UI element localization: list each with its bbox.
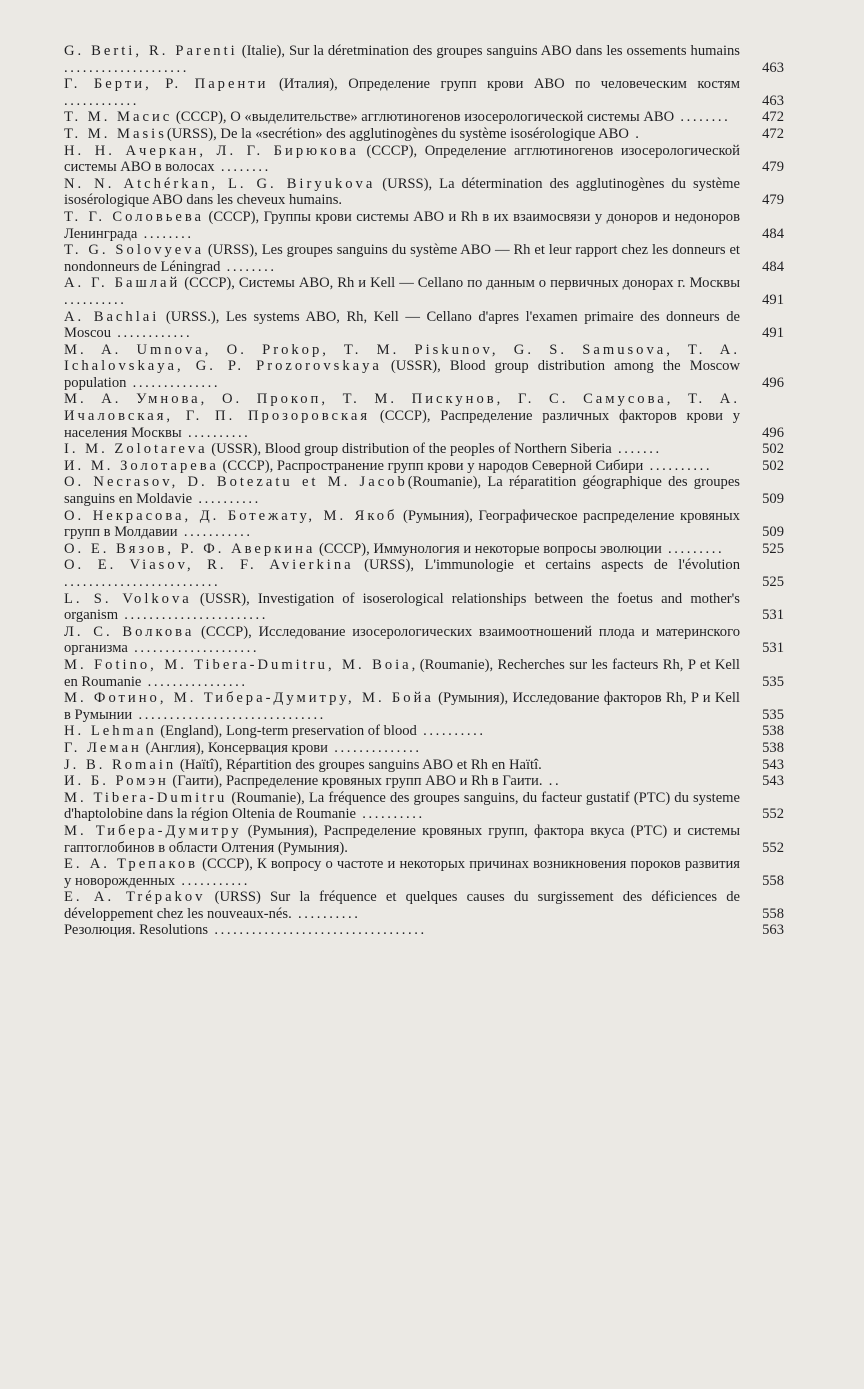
toc-entry-text bbox=[64, 591, 740, 624]
toc-author: Е. А. Трепаков bbox=[64, 856, 199, 873]
toc-entry-text bbox=[64, 889, 740, 922]
toc-entry bbox=[64, 757, 792, 774]
toc-page-number: 502 bbox=[762, 441, 784, 458]
toc-entry bbox=[64, 856, 792, 889]
dot-leader: .......... bbox=[356, 806, 425, 823]
dot-leader: ........ bbox=[137, 225, 194, 242]
toc-entry-text bbox=[64, 624, 740, 657]
toc-entry-text bbox=[64, 508, 740, 541]
toc-entry-text bbox=[64, 541, 740, 558]
toc-page-number: 543 bbox=[762, 773, 784, 790]
toc-author: Н. Н. Ачеркан, Л. Г. Бирюкова bbox=[64, 142, 359, 159]
toc-entry-text bbox=[64, 740, 740, 757]
toc-title: (URSS), Les groupes sanguins du système ABO — Rh et leur rapport chez les donneurs et nondonneurs de Léningrad bbox=[64, 242, 740, 275]
dot-leader: .......... bbox=[64, 291, 127, 308]
toc-entry-text bbox=[64, 43, 740, 76]
toc-author: I. M. Zolotareva bbox=[64, 441, 208, 458]
toc-entry bbox=[64, 309, 792, 342]
toc-title: (URSS) Sur la fréquence et quelques causes du surgissement des déficiences de développement chez les nouveaux-nés. bbox=[64, 889, 740, 922]
toc-author: О. Е. Вязов, Р. Ф. Аверкина bbox=[64, 540, 316, 557]
toc-page-number: 531 bbox=[762, 640, 784, 657]
toc-page-number: 463 bbox=[762, 59, 784, 76]
toc-page-number: 496 bbox=[762, 374, 784, 391]
dot-leader: .............. bbox=[327, 739, 422, 756]
toc-entry bbox=[64, 275, 792, 308]
toc-entry bbox=[64, 458, 792, 475]
toc-entry bbox=[64, 740, 792, 757]
toc-page-number: 484 bbox=[762, 258, 784, 275]
toc-title: (СССР), Иммунология и некоторые вопросы эволюции bbox=[315, 540, 662, 557]
toc-author: И. Б. Ромэн bbox=[64, 773, 169, 790]
toc-entry-text bbox=[64, 209, 740, 242]
toc-author: M. Tibera-Dumitru bbox=[64, 789, 228, 806]
toc-author: O. E. Viasov, R. F. Avierkina bbox=[64, 557, 354, 574]
toc-title: (Румыния), Исследование факторов Rh, P и Kell в Румынии bbox=[64, 690, 740, 723]
toc-author: T. G. Solovyeva bbox=[64, 242, 205, 259]
dot-leader: ............ bbox=[64, 92, 139, 109]
toc-entry bbox=[64, 790, 792, 823]
toc-author: Т. М. Масис bbox=[64, 109, 173, 126]
toc-entry-text bbox=[64, 391, 740, 441]
toc-entry bbox=[64, 391, 792, 441]
dot-leader: ........ bbox=[674, 109, 731, 126]
toc-title: (СССР), О «выделительстве» агглютиногенов изосерологической системы АВО bbox=[172, 109, 675, 126]
toc-entry-text bbox=[64, 143, 740, 176]
toc-entry-text bbox=[64, 458, 740, 475]
toc-page-number: 509 bbox=[762, 491, 784, 508]
dot-leader: .......... bbox=[181, 424, 251, 441]
toc-page-number: 491 bbox=[762, 325, 784, 342]
toc-title: (England), Long-term preservation of blood bbox=[156, 723, 417, 740]
dot-leader: ......... bbox=[661, 540, 725, 557]
toc-author: Г. Леман bbox=[64, 739, 142, 756]
toc-entry bbox=[64, 342, 792, 392]
toc-entry bbox=[64, 657, 792, 690]
toc-title: (СССР), Исследование изосерологических взаимоотношений плода и материнского организма bbox=[64, 623, 740, 657]
dot-leader: ........... bbox=[177, 524, 253, 541]
toc-title: (Haïtî), Répartition des groupes sanguins ABO et Rh en Haïtî. bbox=[176, 756, 542, 773]
toc-author: М. А. Умнова, О. Прокоп, Т. М. Пискунов, Г. С. Самусова, Т. А. Ичаловская, Г. П. Прозоровская bbox=[64, 391, 740, 425]
toc-page-number: 491 bbox=[762, 291, 784, 308]
toc-title: Резолюция. Resolutions bbox=[64, 922, 209, 939]
toc-entry bbox=[64, 773, 792, 790]
toc-entry-text bbox=[64, 922, 740, 939]
toc-entry-text bbox=[64, 309, 740, 342]
toc-entry bbox=[64, 441, 792, 458]
toc-entry-text bbox=[64, 126, 740, 143]
dot-leader: .................................. bbox=[208, 922, 427, 939]
toc-entry bbox=[64, 508, 792, 541]
dot-leader: ............ bbox=[111, 325, 193, 342]
toc-entry bbox=[64, 109, 792, 126]
toc-title: (URSS), L'immunologie et certains aspects de l'évolution bbox=[353, 557, 741, 574]
toc-entry bbox=[64, 889, 792, 922]
toc-author: А. Г. Башлай bbox=[64, 275, 181, 292]
toc-entry bbox=[64, 242, 792, 275]
toc-author: О. Некрасова, Д. Ботежату, М. Якоб bbox=[64, 507, 398, 524]
toc-title: (URSS), De la «secrétion» des agglutinogènes du système isosérologique ABO bbox=[166, 125, 629, 142]
dot-leader: .......... bbox=[291, 905, 361, 922]
dot-leader: .......... bbox=[192, 491, 261, 508]
toc-page-number: 538 bbox=[762, 723, 784, 740]
toc-title: (USSR), Blood group distribution among the Moscow population bbox=[64, 358, 740, 391]
dot-leader: . bbox=[628, 125, 642, 142]
toc-title: (Roumanie), La réparatition géographique des groupes sanguins en Moldavie bbox=[64, 474, 740, 508]
toc-title: (СССР), К вопросу о частоте и некоторых причинах возникновения пороков развития у новорожденных bbox=[64, 856, 740, 889]
dot-leader: ....... bbox=[611, 441, 662, 458]
toc-page-number: 484 bbox=[762, 225, 784, 242]
toc-entry-text bbox=[64, 176, 740, 209]
toc-entry bbox=[64, 557, 792, 590]
toc-entry bbox=[64, 723, 792, 740]
toc-author: Т. Г. Соловьева bbox=[64, 208, 205, 225]
toc-page-number: 525 bbox=[762, 574, 784, 590]
toc-title: (СССР), Определение агглютиногенов изосерологической системы АВО в волосах bbox=[64, 142, 740, 176]
toc-author: Г. Берти, Р. Паренти bbox=[64, 76, 269, 93]
toc-entry-text bbox=[64, 76, 740, 109]
dot-leader: .. bbox=[542, 773, 562, 790]
toc-entry bbox=[64, 126, 792, 143]
toc-title: (СССР), Распределение различных факторов крови у населения Москвы bbox=[64, 408, 740, 441]
toc-title: (Италия), Определение групп крови АВО по человеческим костям bbox=[268, 76, 740, 93]
toc-title: (Англия), Консервация крови bbox=[141, 739, 328, 756]
toc-entry-text bbox=[64, 242, 740, 275]
toc-page-number: 479 bbox=[762, 159, 784, 176]
dot-leader: .................... bbox=[64, 59, 189, 76]
toc-title: (URSS.), Les systems ABO, Rh, Kell — Cellano d'apres l'examen primaire des donneurs de Moscou bbox=[64, 308, 740, 342]
toc-entry bbox=[64, 209, 792, 242]
toc-author: M. Fotino, M. Tibera-Dumitru, M. Boia bbox=[64, 656, 412, 673]
toc-page-number: 563 bbox=[762, 922, 784, 939]
toc-author: J. B. Romain bbox=[64, 756, 177, 773]
toc-author: A. Bachlai bbox=[64, 308, 160, 325]
toc-page-number: 558 bbox=[762, 905, 784, 922]
toc-entry bbox=[64, 690, 792, 723]
toc-author: М. Тибера-Думитру bbox=[64, 822, 242, 839]
toc-entry-text bbox=[64, 856, 740, 889]
toc-author: Т. М. Masis bbox=[64, 125, 167, 142]
toc-entry bbox=[64, 76, 792, 109]
dot-leader: ......................... bbox=[64, 574, 221, 590]
toc-page-number: 543 bbox=[762, 756, 784, 773]
toc-entry-text bbox=[64, 109, 740, 126]
toc-page-number: 552 bbox=[762, 839, 784, 856]
toc-page-number: 479 bbox=[762, 192, 784, 209]
toc-author: E. A. Trépakov bbox=[64, 889, 206, 906]
toc-page-number: 535 bbox=[762, 673, 784, 690]
toc-page-number: 502 bbox=[762, 457, 784, 474]
dot-leader: ................ bbox=[141, 673, 248, 690]
toc-title: (URSS), La détermination des agglutinogènes du système isosérologique ABO dans les cheveux humains. bbox=[64, 175, 740, 209]
toc-entry-text bbox=[64, 773, 740, 790]
table-of-contents bbox=[64, 43, 792, 939]
toc-title: (Румыния), Распределение кровяных групп, фактора вкуса (РТС) и системы гаптоглобинов в области Олтения (Румыния). bbox=[64, 822, 740, 856]
toc-page-number: 472 bbox=[762, 125, 784, 142]
toc-entry-text bbox=[64, 275, 740, 308]
toc-title: (СССР), Распространение групп крови у народов Северной Сибири bbox=[218, 457, 644, 474]
toc-entry-text bbox=[64, 441, 740, 458]
toc-page-number: 552 bbox=[762, 806, 784, 823]
toc-title: (СССР), Группы крови системы АВО и Rh в их взаимосвязи у доноров и недоноров Ленинграда bbox=[64, 208, 740, 242]
toc-title: (Italie), Sur la déretmination des groupes sanguins ABO dans les ossements humains bbox=[237, 43, 740, 59]
toc-author: O. Necrasov, D. Botezatu et M. Jacob bbox=[64, 474, 408, 491]
toc-title: , (Roumanie), Recherches sur les facteurs Rh, P et Kell en Roumanie bbox=[64, 656, 740, 690]
toc-entry bbox=[64, 541, 792, 558]
toc-entry bbox=[64, 143, 792, 176]
toc-author: G. Berti, R. Parenti bbox=[64, 43, 238, 59]
dot-leader: ........ bbox=[220, 258, 277, 275]
toc-page-number: 535 bbox=[762, 706, 784, 723]
dot-leader: ........... bbox=[175, 872, 251, 889]
toc-entry bbox=[64, 624, 792, 657]
toc-page-number: 509 bbox=[762, 524, 784, 541]
toc-page-number: 463 bbox=[762, 92, 784, 109]
dot-leader: .............. bbox=[126, 374, 221, 391]
toc-entry bbox=[64, 474, 792, 507]
toc-title: (СССР), Системы АВО, Rh и Kell — Cellano по данным о первичных донорах г. Москвы bbox=[180, 275, 740, 292]
toc-title: (USSR), Blood group distribution of the peoples of Northern Siberia bbox=[207, 441, 612, 458]
toc-entry bbox=[64, 176, 792, 209]
toc-author: И. М. Золотарева bbox=[64, 457, 219, 474]
toc-entry-text bbox=[64, 723, 740, 740]
dot-leader: ........ bbox=[214, 159, 271, 176]
toc-entry-text bbox=[64, 342, 740, 392]
toc-author: Л. С. Волкова bbox=[64, 623, 195, 640]
toc-page-number: 531 bbox=[762, 607, 784, 624]
toc-page-number: 496 bbox=[762, 424, 784, 441]
toc-title: (Гаити), Распределение кровяных групп АВО и Rh в Гаити. bbox=[168, 773, 543, 790]
toc-page-number: 472 bbox=[762, 109, 784, 126]
toc-entry bbox=[64, 591, 792, 624]
dot-leader: .................... bbox=[127, 640, 260, 657]
toc-title: (Румыния), Географическое распределение кровяных групп в Молдавии bbox=[64, 507, 740, 541]
toc-page-number: 538 bbox=[762, 739, 784, 756]
toc-title: (Roumanie), La fréquence des groupes sanguins, du facteur gustatif (PTC) du systeme d'haptolobine dans la région Oltenia de Roumanie bbox=[64, 789, 741, 823]
toc-entry bbox=[64, 823, 792, 856]
toc-entry-text bbox=[64, 757, 740, 774]
toc-entry-text bbox=[64, 690, 740, 723]
toc-entry-text bbox=[64, 657, 740, 690]
toc-author: L. S. Volkova bbox=[64, 590, 192, 607]
toc-author: N. N. Atchérkan, L. G. Biryukova bbox=[64, 175, 376, 192]
toc-entry-text bbox=[64, 790, 740, 823]
toc-title: (USSR), Investigation of isoserological relationships between the foetus and mother's organism bbox=[64, 590, 740, 624]
dot-leader: ....................... bbox=[118, 607, 269, 624]
toc-page-number: 525 bbox=[762, 540, 784, 557]
dot-leader: .......... bbox=[416, 723, 486, 740]
dot-leader: .......... bbox=[643, 457, 713, 474]
dot-leader: .............................. bbox=[132, 706, 326, 723]
toc-entry-text bbox=[64, 823, 740, 856]
toc-page-number: 558 bbox=[762, 872, 784, 889]
toc-entry-text bbox=[64, 474, 740, 507]
toc-author: M. A. Umnova, O. Prokop, T. M. Piskunov, G. S. Samusova, T. A. Ichalovskaya, G. P. Prozorovskaya bbox=[64, 341, 740, 375]
toc-author: М. Фотино, М. Тибера-Думитру, М. Бойа bbox=[64, 690, 434, 707]
toc-entry-text bbox=[64, 557, 740, 590]
toc-entry bbox=[64, 43, 792, 76]
toc-author: H. Lehman bbox=[64, 723, 157, 740]
toc-entry bbox=[64, 922, 792, 939]
